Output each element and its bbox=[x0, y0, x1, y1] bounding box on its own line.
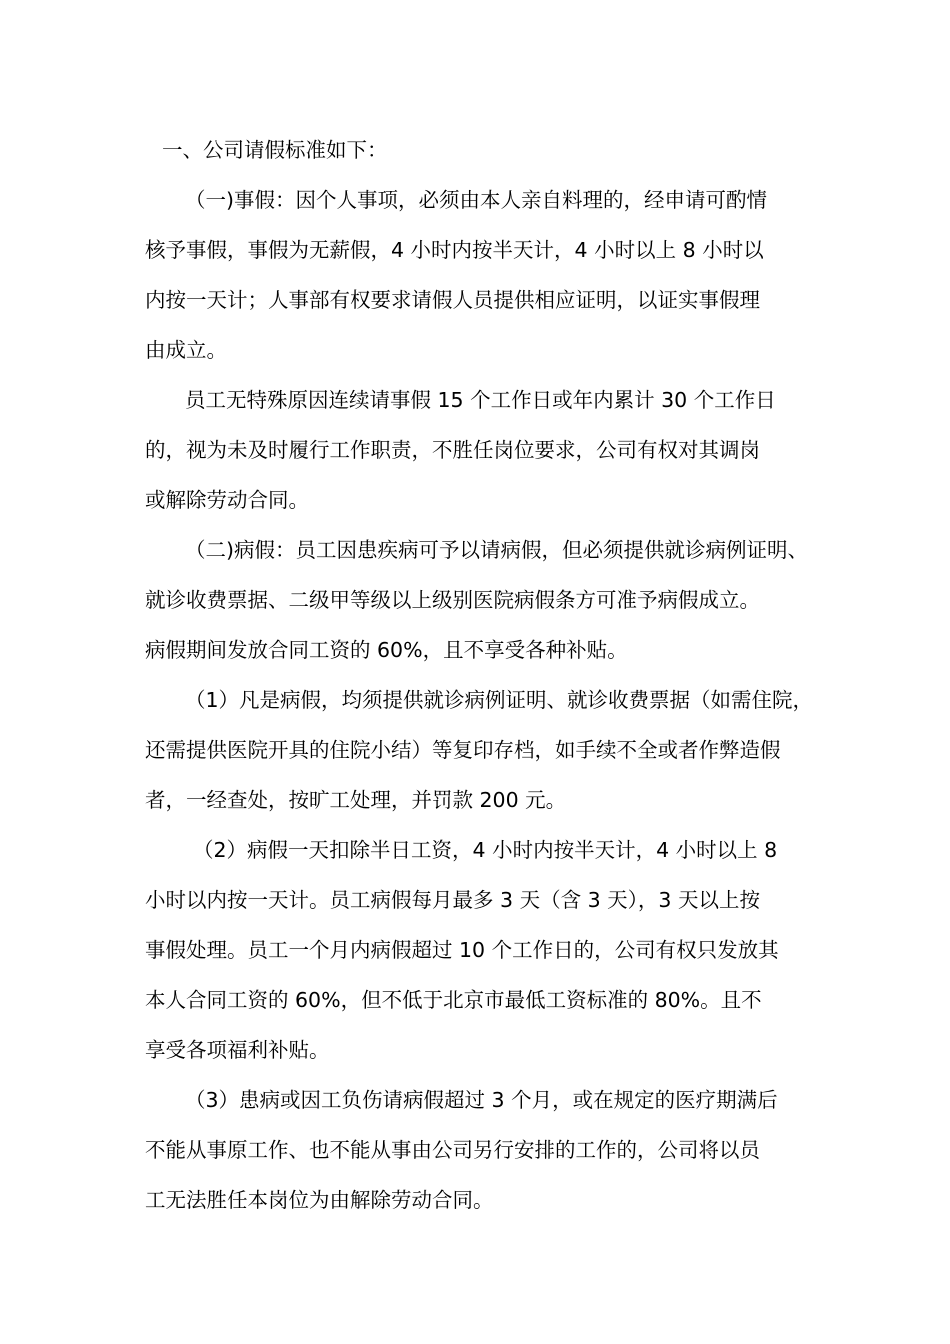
paragraph-line: （2）病假一天扣除半日工资，4 小时内按半天计，4 小时以上 8 bbox=[193, 838, 778, 862]
paragraph-line: 或解除劳动合同。 bbox=[145, 488, 309, 512]
paragraph-line: （1）凡是病假，均须提供就诊病例证明、就诊收费票据（如需住院， bbox=[185, 688, 814, 712]
paragraph-line: （二)病假：员工因患疾病可予以请病假，但必须提供就诊病例证明、 bbox=[185, 538, 808, 562]
paragraph-line: 还需提供医院开具的住院小结）等复印存档，如手续不全或者作弊造假 bbox=[145, 738, 781, 762]
paragraph-line: 本人合同工资的 60%，但不低于北京市最低工资标准的 80%。且不 bbox=[145, 988, 762, 1012]
paragraph-line: 享受各项福利补贴。 bbox=[145, 1038, 330, 1062]
paragraph-line: 的，视为未及时履行工作职责，不胜任岗位要求，公司有权对其调岗 bbox=[145, 438, 760, 462]
paragraph-line: 小时以内按一天计。员工病假每月最多 3 天（含 3 天），3 天以上按 bbox=[145, 888, 760, 912]
paragraph-line: 事假处理。员工一个月内病假超过 10 个工作日的，公司有权只发放其 bbox=[145, 938, 779, 962]
paragraph-line: 者，一经查处，按旷工处理，并罚款 200 元。 bbox=[145, 788, 567, 812]
paragraph-line: 核予事假，事假为无薪假，4 小时内按半天计，4 小时以上 8 小时以 bbox=[145, 238, 764, 262]
paragraph-line: 不能从事原工作、也不能从事由公司另行安排的工作的，公司将以员 bbox=[145, 1138, 760, 1162]
section-heading: 一、公司请假标准如下： bbox=[162, 138, 388, 162]
paragraph-line: 病假期间发放合同工资的 60%，且不享受各种补贴。 bbox=[145, 638, 628, 662]
paragraph-line: （3）患病或因工负伤请病假超过 3 个月，或在规定的医疗期满后 bbox=[185, 1088, 778, 1112]
paragraph-line: （一)事假：因个人事项，必须由本人亲自料理的，经申请可酌情 bbox=[185, 188, 767, 212]
paragraph-line: 内按一天计；人事部有权要求请假人员提供相应证明，以证实事假理 bbox=[145, 288, 760, 312]
paragraph-line: 员工无特殊原因连续请事假 15 个工作日或年内累计 30 个工作日 bbox=[185, 388, 776, 412]
paragraph-line: 由成立。 bbox=[145, 338, 227, 362]
paragraph-line: 工无法胜任本岗位为由解除劳动合同。 bbox=[145, 1188, 494, 1212]
paragraph-line: 就诊收费票据、二级甲等级以上级别医院病假条方可准予病假成立。 bbox=[145, 588, 760, 612]
